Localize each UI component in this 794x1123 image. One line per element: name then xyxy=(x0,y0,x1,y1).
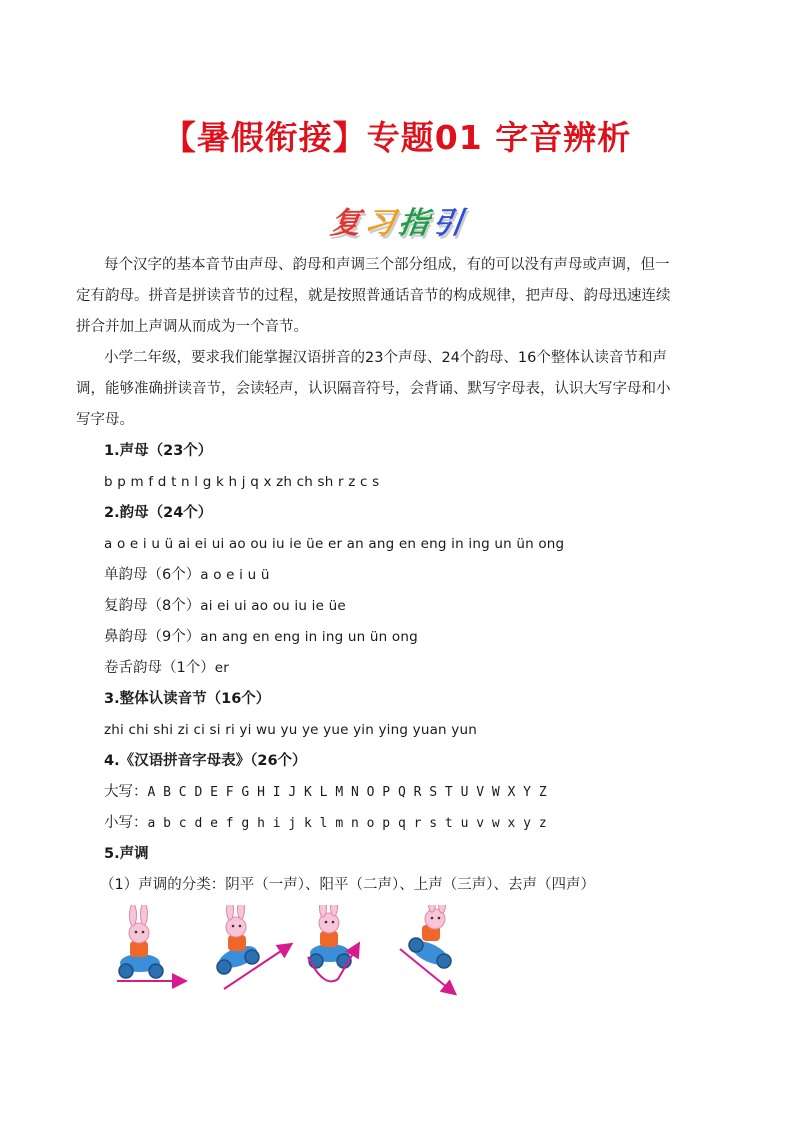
review-char-4: 引 xyxy=(430,206,465,241)
intro-para1-line1: 每个汉字的基本音节由声母、韵母和声调三个部分组成，有的可以没有声母或声调，但一 xyxy=(104,257,670,273)
section-2-content: a o e i u ü ai ei ui ao ou iu ie üe er an ang en eng in ing un ün ong xyxy=(104,536,565,552)
review-char-2: 习 xyxy=(362,206,397,241)
uppercase-letters-line: 大写：A B C D E F G H I J K L M N O P Q R S T U V W X Y Z xyxy=(104,784,547,800)
review-char-3: 指 xyxy=(396,206,431,241)
section-3-heading: 3.整体认读音节（16个） xyxy=(104,691,271,707)
tone-classification-line: （1）声调的分类：阴平（一声）、阳平（二声）、上声（三声）、去声（四声） xyxy=(100,877,595,893)
review-guide-heading xyxy=(0,198,794,244)
section-5-heading: 5.声调 xyxy=(104,846,149,862)
rabbit-scooter-rising-icon xyxy=(216,905,290,989)
intro-para2-line1: 小学二年级，要求我们能掌握汉语拼音的23个声母、24个韵母、16个整体认读音节和声 xyxy=(104,350,667,366)
intro-para1-line2: 定有韵母。拼音是拼读音节的过程，就是按照普通话音节的构成规律，把声母、韵母迅速连续 xyxy=(76,288,671,304)
rabbit-scooter-flat-icon xyxy=(117,905,184,981)
intro-para2-line3: 写字母。 xyxy=(76,412,134,428)
page-title: 【暑假衔接】专题01 字音辨析 xyxy=(162,118,632,157)
section-4-heading: 4.《汉语拼音字母表》（26个） xyxy=(104,753,307,769)
review-char-1: 复 xyxy=(328,206,363,241)
single-finals-line: 单韵母（6个）a o e i u ü xyxy=(104,567,270,583)
section-1-heading: 1.声母（23个） xyxy=(104,443,213,459)
nasal-finals-line: 鼻韵母（9个）an ang en eng in ing un ün ong xyxy=(104,629,418,645)
lowercase-letters-line: 小写：a b c d e f g h i j k l m n o p q r s t u v w x y z xyxy=(104,815,547,831)
compound-finals-line: 复韵母（8个）ai ei ui ao ou iu ie üe xyxy=(104,598,346,614)
rabbit-scooter-falling-icon xyxy=(400,905,454,993)
retroflex-final-line: 卷舌韵母（1个）er xyxy=(104,660,229,676)
tone-illustration xyxy=(112,905,472,1000)
rabbit-scooter-dip-icon xyxy=(308,905,358,981)
section-2-heading: 2.韵母（24个） xyxy=(104,505,213,521)
intro-para2-line2: 调，能够准确拼读音节，会读轻声，认识隔音符号，会背诵、默写字母表，认识大写字母和小 xyxy=(76,381,671,397)
section-3-content: zhi chi shi zi ci si ri yi wu yu ye yue yin ying yuan yun xyxy=(104,722,477,738)
section-1-content: b p m f d t n l g k h j q x zh ch sh r z c s xyxy=(104,474,380,490)
intro-para1-line3: 拼合并加上声调从而成为一个音节。 xyxy=(76,319,308,335)
document-body xyxy=(76,250,724,901)
